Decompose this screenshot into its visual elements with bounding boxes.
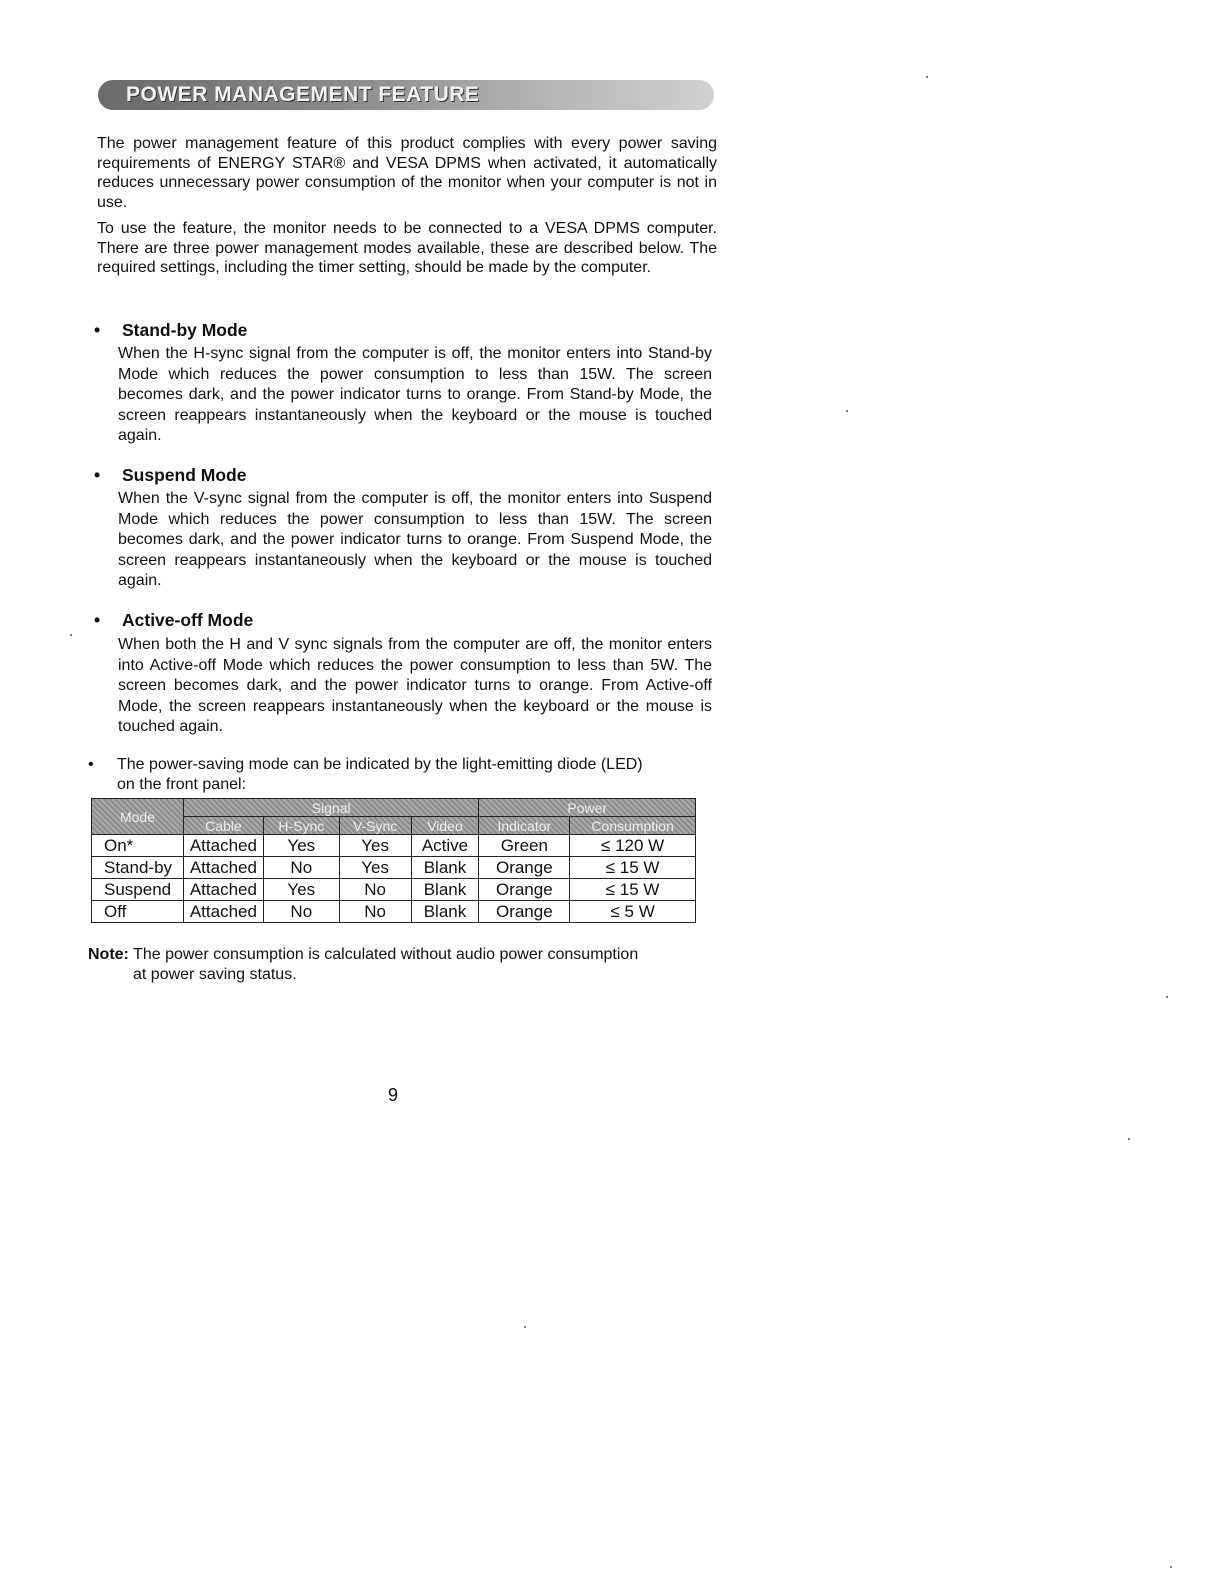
cell-cable: Attached <box>183 835 263 857</box>
intro-paragraph-1: The power management feature of this product complies with every power saving requirements of ENERGY STAR® and VESA DPMS when activated, it automatically reduces unnecessary power consumption of the monitor when your computer is not in use. <box>97 135 717 211</box>
scan-speck <box>1166 996 1168 998</box>
cell-cable: Attached <box>183 901 263 923</box>
activeoff-body: When both the H and V sync signals from the computer are off, the monitor enters into Active-off Mode which reduces the power consumption to less than 5W. The screen becomes dark, and the power indicator turns to orange. From Active-off Mode, the screen reappears instantaneously when the keyboard or the mouse is touched again. <box>118 636 712 735</box>
cell-mode: On* <box>92 835 184 857</box>
section-heading-banner <box>98 80 714 110</box>
note-line1: The power consumption is calculated without audio power consumption <box>133 946 639 963</box>
bullet-icon: • <box>94 320 101 340</box>
header-signal: Signal <box>183 799 478 817</box>
scan-speck <box>524 1326 526 1328</box>
note-line2: at power saving status. <box>133 965 297 983</box>
cell-mode: Stand-by <box>92 857 184 879</box>
activeoff-title-text: Active-off Mode <box>122 610 254 630</box>
table-group-header-row <box>92 799 696 817</box>
cell-indicator: Green <box>479 835 570 857</box>
note-label: Note: <box>88 946 129 963</box>
standby-body: When the H-sync signal from the computer is off, the monitor enters into Stand-by Mode which reduces the power consumption to less than 15W. The screen becomes dark, and the power indicator turns to orange. From Stand-by Mode, the screen reappears instantaneously when the keyboard or the mouse is touched again. <box>118 345 712 444</box>
bullet-icon: • <box>88 756 94 773</box>
footnote <box>88 945 718 984</box>
scan-speck <box>1128 1138 1130 1140</box>
scan-speck <box>846 410 848 412</box>
scan-speck <box>70 634 72 636</box>
table-row <box>92 857 696 879</box>
cell-video: Blank <box>411 901 479 923</box>
cell-hsync: Yes <box>263 879 339 901</box>
cell-hsync: No <box>263 901 339 923</box>
activeoff-title <box>94 610 253 631</box>
cell-indicator: Orange <box>479 901 570 923</box>
standby-title <box>94 320 247 341</box>
header-hsync: H-Sync <box>263 817 339 835</box>
cell-indicator: Orange <box>479 879 570 901</box>
cell-video: Blank <box>411 879 479 901</box>
header-indicator: Indicator <box>479 817 570 835</box>
bullet-icon: • <box>94 610 101 630</box>
cell-vsync: No <box>339 901 411 923</box>
cell-indicator: Orange <box>479 857 570 879</box>
led-note <box>88 755 718 794</box>
cell-video: Active <box>411 835 479 857</box>
header-vsync: V-Sync <box>339 817 411 835</box>
header-cable: Cable <box>183 817 263 835</box>
suspend-title-text: Suspend Mode <box>122 465 247 485</box>
intro-paragraph-2: To use the feature, the monitor needs to be connected to a VESA DPMS computer. There are three power management modes available, these are described below. The required settings, including the timer setting, should be made by the computer. <box>97 220 717 276</box>
cell-cable: Attached <box>183 857 263 879</box>
scan-speck <box>1170 1566 1172 1568</box>
cell-vsync: Yes <box>339 835 411 857</box>
cell-consumption: ≤ 5 W <box>570 901 696 923</box>
power-modes-table <box>91 798 696 923</box>
header-mode: Mode <box>92 799 184 835</box>
header-video: Video <box>411 817 479 835</box>
cell-vsync: No <box>339 879 411 901</box>
suspend-body: When the V-sync signal from the computer is off, the monitor enters into Suspend Mode which reduces the power consumption to less than 15W. The screen becomes dark, and the power indicator turns to orange. From Suspend Mode, the screen reappears instantaneously when the keyboard or the mouse is touched again. <box>118 490 712 589</box>
led-note-line1: The power-saving mode can be indicated by the light-emitting diode (LED) <box>117 756 643 773</box>
led-note-line2: on the front panel: <box>117 775 246 793</box>
cell-consumption: ≤ 15 W <box>570 857 696 879</box>
cell-hsync: No <box>263 857 339 879</box>
cell-cable: Attached <box>183 879 263 901</box>
cell-consumption: ≤ 120 W <box>570 835 696 857</box>
standby-title-text: Stand-by Mode <box>122 320 248 340</box>
suspend-title <box>94 465 246 486</box>
cell-consumption: ≤ 15 W <box>570 879 696 901</box>
scan-speck <box>926 76 928 78</box>
cell-mode: Suspend <box>92 879 184 901</box>
table-row <box>92 879 696 901</box>
header-power: Power <box>479 799 696 817</box>
header-consumption: Consumption <box>570 817 696 835</box>
page-number: 9 <box>388 1085 399 1105</box>
cell-hsync: Yes <box>263 835 339 857</box>
cell-mode: Off <box>92 901 184 923</box>
table-row <box>92 901 696 923</box>
cell-video: Blank <box>411 857 479 879</box>
cell-vsync: Yes <box>339 857 411 879</box>
section-heading: POWER MANAGEMENT FEATURE <box>126 83 480 106</box>
table-row <box>92 835 696 857</box>
bullet-icon: • <box>94 465 101 485</box>
